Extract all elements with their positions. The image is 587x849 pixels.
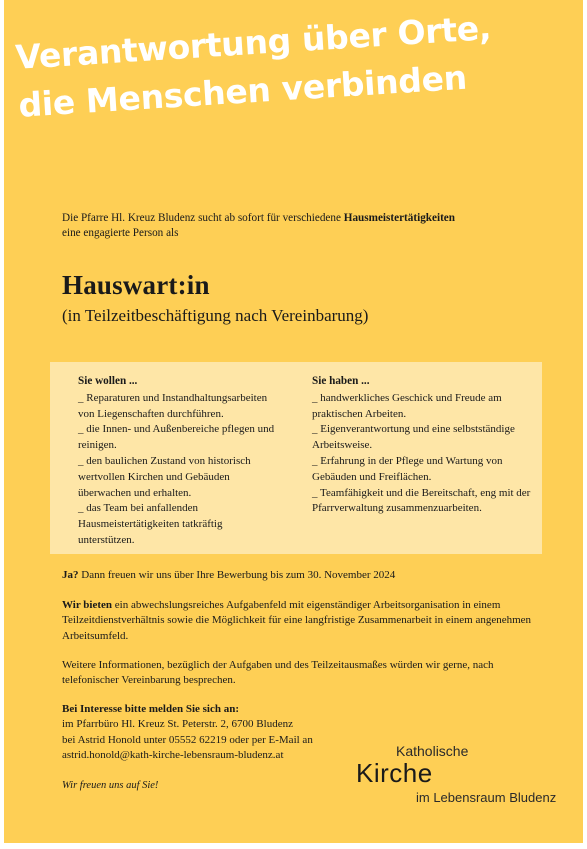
- headline-line-2: die Menschen verbinden: [17, 57, 468, 125]
- closing-text: Wir freuen uns auf Sie!: [62, 780, 159, 791]
- headline-line-1: Verantwortung über Orte,: [14, 8, 493, 77]
- intro-bold: Hausmeistertätigkeiten: [343, 212, 455, 224]
- list-item: _ Reparaturen und Instandhaltungsarbeiten von Liegenschaften durchführen.: [78, 391, 268, 420]
- list-item: _ handwerkliches Geschick und Freude am praktischen Arbeiten.: [312, 391, 502, 420]
- logo-lebensraum: im Lebensraum Bludenz: [416, 790, 557, 805]
- contact-email[interactable]: astrid.honold@kath-kirche-lebensraum-bludenz.at: [62, 749, 284, 762]
- flyer-page: [4, 0, 583, 843]
- intro-line-2: eine engagierte Person als: [62, 226, 179, 239]
- list-item: _ das Team bei anfallenden Hausmeistertätigkeiten tatkräftig unterstützen.: [78, 502, 223, 546]
- wir-bieten-bold: Wir bieten: [62, 599, 113, 611]
- wir-bieten-text: ein abwechslungsreiches Aufgabenfeld mit eigenständiger Arbeitsorganisation in einem Teilzeitdienstverhältnis sowie die Möglichkeit für eine langfristige Zusammenarbeit in einem angenehmen Arbeitsumfeld.: [62, 599, 532, 642]
- sie-wollen-heading: Sie wollen ...: [78, 375, 138, 387]
- list-item: _ Erfahrung in der Pflege und Wartung von Gebäuden und Freiflächen.: [312, 454, 503, 483]
- deadline-paragraph: [62, 568, 538, 583]
- intro-text: [62, 211, 532, 240]
- sie-haben-heading: Sie haben ...: [312, 375, 370, 387]
- info-paragraph: Weitere Informationen, bezüglich der Aufgaben und des Teilzeitausmaßes würden wir gerne, nach telefonischer Vereinbarung besprechen.: [62, 659, 494, 687]
- contact-heading: Bei Interesse bitte melden Sie sich an:: [62, 703, 240, 715]
- offer-paragraph: [62, 598, 538, 644]
- requirements-box: [50, 362, 542, 554]
- list-item: _ die Innen- und Außenbereiche pflegen und reinigen.: [78, 423, 275, 452]
- list-item: _ Eigenverantwortung und eine selbstständige Arbeitsweise.: [312, 423, 515, 452]
- list-item: _ den baulichen Zustand von historisch wertvollen Kirchen und Gebäuden überwachen und erhalten.: [78, 454, 251, 499]
- ja-text: Dann freuen wir uns über Ihre Bewerbung bis zum 30. November 2024: [78, 569, 396, 581]
- contact-address: im Pfarrbüro Hl. Kreuz St. Peterstr. 2, 6700 Bludenz: [62, 718, 293, 731]
- intro-text-start: Die Pfarre Hl. Kreuz Bludenz sucht ab sofort für verschiedene: [62, 212, 344, 224]
- job-subtitle: (in Teilzeitbeschäftigung nach Vereinbarung): [62, 306, 369, 325]
- logo-katholische: Katholische: [396, 743, 469, 759]
- job-title: Hauswart:in: [62, 270, 210, 300]
- sie-wollen-column: [78, 374, 278, 549]
- contact-phone: bei Astrid Honold unter 05552 62219 oder per E-Mail an: [62, 733, 313, 746]
- ja-bold: Ja?: [62, 569, 79, 581]
- sie-haben-column: [312, 374, 534, 517]
- logo-kirche: Kirche: [356, 758, 433, 788]
- headline: [14, 0, 587, 130]
- list-item: _ Teamfähigkeit und die Bereitschaft, eng mit der Pfarrverwaltung zusammenzuarbeiten.: [312, 486, 531, 515]
